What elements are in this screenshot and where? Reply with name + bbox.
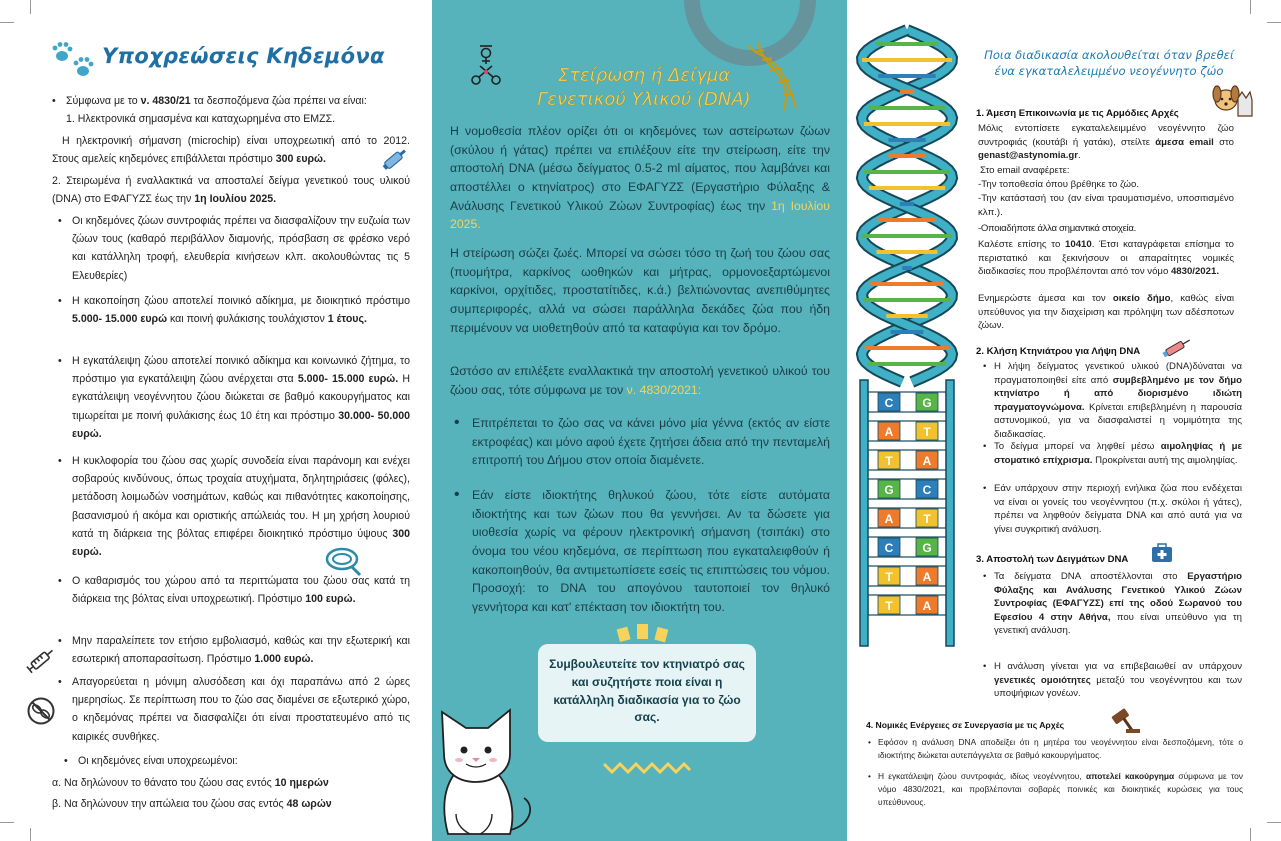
left-panel (0, 0, 425, 841)
section-4-heading: 4. Νομικές Ενέργειες σε Συνεργασία με τις Αρχές (866, 720, 1065, 730)
item-2: 2. Στειρωμένα ή εναλλακτικά να αποσταλεί δείγμα γενετικού τους υλικού (DNA) στο ΕΦΑΓΥΖΣ έως την 1η Ιουλίου 2025. (52, 175, 410, 206)
bullet-vaccination: • Μην παραλείπετε τον ετήσιο εμβολιασμό, καθώς και την εξωτερική και εσωτερική αποπαρασίτωση. Πρόστιμο 1.000 ευρώ. (58, 635, 410, 666)
section-1-heading: 1. Άμεση Επικοινωνία με τις Αρμόδιες Αρχές (976, 108, 1179, 119)
section-2-bullet-3: • Εάν υπάρχουν στην περιοχή ενήλικα ζώα που ενδέχεται να είναι οι γονείς του νεογέννητου (π.χ. σκύλοι ή γάτες), πρέπει να ληφθούν δείγματα DNA και από αυτά για να γίνει συγκριτική ανάλυση. (994, 482, 1242, 536)
medical-kit-icon (1150, 542, 1174, 564)
bullet-leash: • Η κυκλοφορία του ζώου σας χωρίς συνοδεία είναι παράνομη και ενέχει σοβαρούς κινδύνους, όπως τροχαία ατυχήματα, δηλητηριάσεις (φόλες), μετάδοση λοιμωδών νοσημάτων, καθώς και πιθανότητες κακοποίησης, βασανισμού ή ακόμα και οριστικής απώλειάς του. Η μη χρήση λουριού κατά τη διάρκεια της βόλτας επιφέρει διοικητικό πρόστιμο ύψους 300 ευρώ. (58, 455, 410, 559)
nucleotide-label: T (885, 454, 893, 468)
legislation-paragraph: Η νομοθεσία πλέον ορίζει ότι οι κηδεμόνες των αστείρωτων ζώων (σκύλου ή γάτας) πρέπει να επιλέξουν είτε την στείρωση, είτε την αποστολή DNA (μέσω δείγματος 0.5-2 ml αίματος, που λαμβάνει και αποστέλλει ο κτηνίατρος) στο ΕΦΑΓΥΖΣ (Εργαστήριο Φύλαξης & Ανάλυσης Γενετικού Υλικού Ζώων Συντροφίας) έως την 1η Ιουλίου 2025. (450, 124, 830, 232)
gavel-icon (1108, 706, 1142, 734)
item-1: 1. Ηλεκτρονικά σημασμένα και καταχωρημένα στο ΕΜΖΣ. (66, 113, 336, 125)
section-2-bullet-2: • Το δείγμα μπορεί να ληφθεί μέσω αιμοληψίας ή με στοματικό επίχρισμα. Προκρίνεται αυτή της αιμοληψίας. (994, 440, 1242, 467)
dna-option-paragraph: Ωστόσο αν επιλέξετε εναλλακτικά την αποστολή γενετικού υλικού του ζώου σας, τότε σύμφωνα με τον ν. 4830/2021: (450, 364, 830, 397)
nucleotide-label: A (884, 425, 894, 439)
nucleotide-label: T (923, 425, 931, 439)
nucleotide-label: A (922, 599, 932, 613)
right-title: Ποια διαδικασία ακολουθείται όταν βρεθεί ένα εγκαταλελειμμένο νεογέννητο ζώο (984, 48, 1234, 78)
zigzag-decoration (602, 758, 692, 778)
section-4-bullet-1: • Εφόσον η ανάλυση DNA αποδείξει ότι η μητέρα του νεογέννητου είναι δεσποζόμενη, τότε ο ιδιοκτήτης διώκεται αυτεπάγγελτα σε βαθμό κακουργήματος. (878, 736, 1243, 762)
section-1-p7: Ενημερώστε άμεσα και τον οικείο δήμο, καθώς είναι υπεύθυνος για την διαχείριση και πρόληψη των αδέσποτων ζώων. (978, 293, 1234, 332)
sterilization-paragraph: Η στείρωση σώζει ζωές. Μπορεί να σώσει τόσο τη ζωή του ζώου σας (πυομήτρα, καρκίνος ωοθηκών και μήτρας, ορμονοεξαρτώμενοι καρκίνοι, ορχίτιδες, προστατίτιδες, κ.ά.) βελτιώνοντας ανεπιθύμητες συμπεριφορές, αλλά να σώσει παράλληλα δεκάδες ζώα που ήδη περιμένουν να υιοθετηθούν από τα καταφύγια και τον δρόμο. (450, 246, 830, 335)
bullet-single-litter: • Επιτρέπεται το ζώο σας να κάνει μόνο μία γέννα (εκτός αν είστε εκτροφέας) και μόνο αφού έχετε ζητήσει άδεια από την πενταμελή επιτροπή του Δήμου στον οποία διαμένετε. (472, 414, 830, 470)
section-2-bullet-1: • Η λήψη δείγματος γενετικού υλικού (DNA)δύναται να πραγματοποιηθεί είτε από συμβεβλημένο με τον δήμο κτηνίατρο ή από διορισμένο ιδιώτη πραγματογνώμονα. Κρίνεται επιβεβλημένη η παρουσία αστυνομικού, για να διασφαλιστεί η νομιμότητα της διαδικασίας. (994, 360, 1242, 442)
section-1-p5: -Οποιαδήποτε άλλα σημαντικά στοιχεία. (978, 223, 1136, 234)
no-chain-icon (26, 696, 56, 726)
nucleotide-label: G (922, 541, 932, 555)
microchip-text: Η ηλεκτρονική σήμανση (microchip) είναι υποχρεωτική από το 2012. Στους αμελείς κηδεμόνες επιβάλλεται πρόστιμο 300 ευρώ. (52, 135, 410, 166)
nucleotide-label: G (884, 483, 894, 497)
section-2-heading: 2. Κλήση Κτηνιάτρου για Λήψη DNA (976, 346, 1141, 357)
nucleotide-label: C (922, 483, 932, 497)
section-1-p3: -Την τοποθεσία όπου βρέθηκε το ζώο. (978, 179, 1140, 190)
cat-illustration (426, 694, 538, 841)
sparkle-decoration (614, 622, 674, 644)
intro-line: • Σύμφωνα με το ν. 4830/21 τα δεσποζόμενα ζώα πρέπει να είναι: (52, 95, 367, 107)
nucleotide-label: C (884, 541, 894, 555)
email-link[interactable]: genast@astynomia.gr (978, 150, 1078, 162)
paw-prints-icon (50, 40, 98, 80)
section-1-p6: Καλέστε επίσης το 10410. Έτσι καταγράφεται επίσημα το περιστατικό και ξεκινήσουν οι απαραίτητες νομικές διαδικασίες που προβλέπονται από τον νόμο 4830/2021. (978, 239, 1234, 278)
nucleotide-label: T (885, 599, 893, 613)
bullet-abuse: • Η κακοποίηση ζώου αποτελεί ποινικό αδίκημα, με διοικητικό πρόστιμο 5.000- 15.000 ευρώ και ποινή φυλάκισης τουλάχιστον 1 έτους. (58, 295, 410, 326)
nucleotide-label: G (922, 396, 932, 410)
nucleotide-label: T (885, 570, 893, 584)
neuter-scissors-icon (466, 44, 506, 88)
section-3-heading: 3. Αποστολή των Δειγμάτων DNA (976, 554, 1129, 565)
nucleotide-label: A (922, 570, 932, 584)
section-3-bullet-1: • Τα δείγματα DNA αποστέλλονται στο Εργαστήριο Φύλαξης και Ανάλυσης Γενετικού Υλικού Ζώων Συντροφίας (ΕΦΑΓΥΖΣ) επί της οδού Σωρανού του Εφεσίου 4 στην Αθήνα, που είναι υπεύθυνο για τη γενετική ανάλυση. (994, 570, 1242, 638)
bullet-cleaning: • Ο καθαρισμός του χώρου από τα περιττώματα του ζώου σας κατά τη διάρκεια της βόλτας είναι υποχρεωτική. Πρόστιμο 100 ευρώ. (58, 575, 410, 606)
nucleotide-label: A (922, 454, 932, 468)
bullet-obligations: • Οι κηδεμόνες είναι υποχρεωμένοι: (64, 755, 238, 767)
section-4-bullet-2: • Η εγκατάλειψη ζώου συντροφιάς, ιδίως νεογέννητου, αποτελεί κακούργημα σύμφωνα με τον νόμο 4830/2021, και προβλέπονται σοβαρές ποινικές και διοικητικές κυρώσεις για τους υπεύθυνους. (878, 770, 1243, 809)
section-1-p2: Στο email αναφέρετε: (980, 165, 1070, 176)
obligation-a: α. Να δηλώνουν το θάνατο του ζώου σας εντός 10 ημερών (52, 777, 329, 789)
puppy-kitten-icon (1210, 78, 1254, 118)
obligation-b: β. Να δηλώνουν την απώλεια του ζώου σας εντός 48 ωρών (52, 798, 332, 810)
section-1-p1: Μόλις εντοπίσετε εγκαταλελειμμένο νεογέννητο ζώο συντροφιάς (κουτάβι ή γατάκι), στείλτε άμεσα email στο genast@astynomia.gr. (978, 123, 1235, 162)
section-1-p4: -Την κατάστασή του (αν είναι τραυματισμένο, υποσιτισμένο κλπ.). (978, 193, 1234, 218)
advice-box: Συμβουλευτείτε τον κτηνιατρό σας και συζητήστε ποια είναι η κατάλληλη διαδικασία για το ζώο σας. (538, 644, 756, 742)
middle-panel (432, 0, 847, 841)
bullet-welfare: • Οι κηδεμόνες ζώων συντροφιάς πρέπει να διασφαλίζουν την ευζωία των ζώων τους (καθαρό περιβάλλον διαμονής, πρόσβαση σε φρέσκο νερό και κατάλληλη τροφή, ελευθερία κινήσεων κλπ. ακολουθώντας τις 5 Ελευθερίες) (58, 215, 410, 282)
nucleotide-label: C (884, 396, 894, 410)
nucleotide-label: A (884, 512, 894, 526)
nucleotide-label: T (923, 512, 931, 526)
section-3-bullet-2: • Η ανάλυση γίνεται για να επιβεβαιωθεί αν υπάρχουν γενετικές ομοιότητες μεταξύ του νεογέννητου και των υποψήφιων γονέων. (994, 660, 1242, 701)
bullet-owner-responsibility: • Εάν είστε ιδιοκτήτης θηλυκού ζώου, τότε είστε αυτόματα ιδιοκτήτης και των ζώων που θα γεννήσει. Αν τα δώσετε για υιοθεσία χωρίς να φέρουν ηλεκτρονική σήμανση (τσιπάκι) στο όνομα του νέου κηδεμόνα, σε περίπτωση που εγκαταλειφθούν ή κακοποιηθούν, θα αντιμετωπίσετε εσείς τις επιπτώσεις του νόμου. Προσοχή: το DNA του απογόνου ταυτοποιεί τον θηλυκό γεννήτορα και κατ' επέκταση τον ιδιοκτήτη του. (472, 486, 830, 617)
middle-title: Στείρωση ή Δείγμα Γενετικού Υλικού (DNA) (537, 65, 751, 111)
bullet-abandon: • Η εγκατάλειψη ζώου αποτελεί ποινικό αδίκημα και κοινωνικό ζήτημα, το πρόστιμο για εγκατάλειψη ζώου ανέρχεται στα 5.000- 15.000 ευρώ. Η εγκατάλειψη νεογέννητου ζώου διώκεται σε βαθμό κακουργήματος και τιμωρείται με ποινή φυλάκισης έως 10 έτη και πρόστιμο 30.000- 50.000 ευρώ. (58, 355, 410, 440)
microchip-syringe-icon (380, 146, 410, 172)
bullet-chaining: • Απαγορεύεται η μόνιμη αλυσόδεση και όχι παραπάνω από 2 ώρες ημερησίως. Σε περίπτωση που το ζώο σας διαμένει σε εξωτερικό χώρο, ο κηδεμόνας πρέπει να διασφαλίζει ότι είναι προστατευμένο από τις καιρικές συνθήκες. (58, 676, 410, 743)
left-title: Υποχρεώσεις Κηδεμόνα (102, 44, 385, 68)
syringe-icon (1160, 336, 1194, 360)
vaccine-syringe-icon (24, 644, 58, 676)
